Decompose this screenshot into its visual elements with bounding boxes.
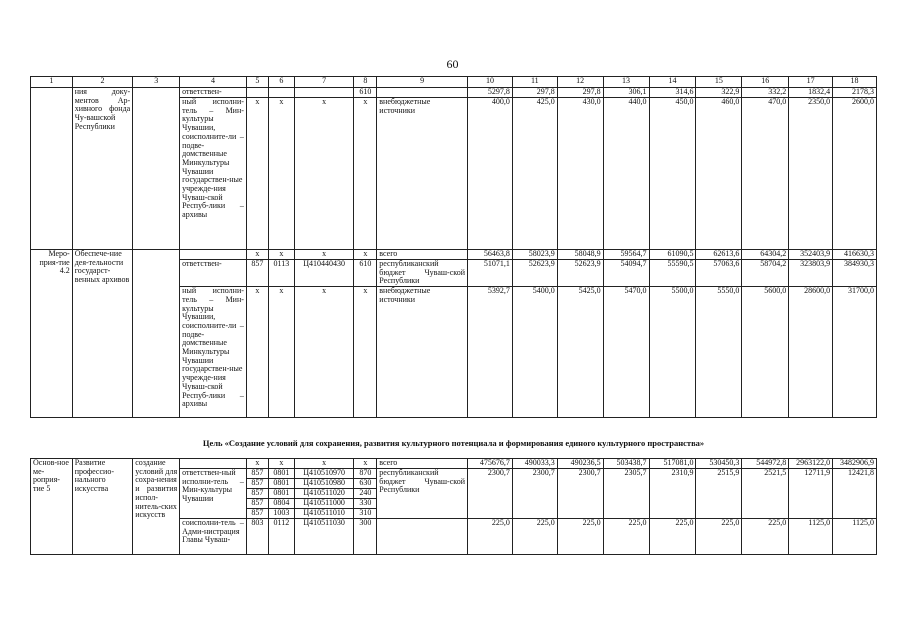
value-cell: 2521,5: [742, 469, 789, 519]
value-cell: 5470,0: [603, 287, 649, 418]
cell-responsible: ответствен-: [180, 88, 247, 98]
value-cell: 52623,9: [557, 260, 603, 287]
value-cell: 225,0: [742, 519, 789, 555]
cell-code: 330: [354, 499, 377, 509]
value-cell: 225,0: [696, 519, 742, 555]
cell-source: всего: [377, 459, 468, 469]
header-cell: 9: [377, 77, 468, 88]
value-cell: 400,0: [468, 98, 513, 250]
cell-code: Ц410510980: [294, 479, 353, 489]
cell-code: 857: [246, 469, 268, 479]
value-cell: 416630,3: [833, 250, 877, 260]
cell-code: Ц410511010: [294, 509, 353, 519]
value-cell: 2300,7: [557, 469, 603, 519]
cell-code: 0113: [268, 260, 294, 287]
cell-source: республиканский бюджет Чуваш-ской Республики: [377, 260, 468, 287]
cell-code: 310: [354, 509, 377, 519]
cell-code: 0801: [268, 469, 294, 479]
value-cell: 2310,9: [649, 469, 696, 519]
value-cell: 2963122,0: [789, 459, 833, 469]
header-cell: 4: [180, 77, 247, 88]
header-cell: 11: [512, 77, 557, 88]
value-cell: 2300,7: [468, 469, 513, 519]
cell-source: республиканский бюджет Чуваш-ской Республики: [377, 469, 468, 519]
cell-source: всего: [377, 250, 468, 260]
header-cell: 15: [696, 77, 742, 88]
value-cell: 2305,7: [603, 469, 649, 519]
value-cell: 503438,7: [603, 459, 649, 469]
value-cell: 64304,2: [742, 250, 789, 260]
header-row: [31, 77, 877, 88]
value-cell: 450,0: [649, 98, 696, 250]
cell-code: x: [354, 287, 377, 418]
cell-responsible: [180, 250, 247, 260]
value-cell: 297,8: [557, 88, 603, 98]
value-cell: 52623,9: [512, 260, 557, 287]
table-row: [31, 459, 877, 469]
value-cell: 31700,0: [833, 287, 877, 418]
cell-code: Ц410510970: [294, 469, 353, 479]
value-cell: 517081,0: [649, 459, 696, 469]
cell-code: x: [268, 250, 294, 260]
cell-goal: [133, 88, 180, 250]
cell-code: 803: [246, 519, 268, 555]
value-cell: 475676,7: [468, 459, 513, 469]
value-cell: 490033,3: [512, 459, 557, 469]
cell-code: 870: [354, 469, 377, 479]
value-cell: 1832,4: [789, 88, 833, 98]
cell-code: x: [268, 459, 294, 469]
value-cell: 5550,0: [696, 287, 742, 418]
cell-code: 857: [246, 260, 268, 287]
value-cell: 225,0: [649, 519, 696, 555]
cell-code: Ц410511020: [294, 489, 353, 499]
cell-code: x: [268, 98, 294, 250]
cell-responsible: ный исполни-тель – Мин-культуры Чувашии, соисполните-ли – подве-домственные Минкультуры Чувашии государствен-ные учрежде-ния Чуваш-ской Респуб-лики – архивы: [180, 287, 247, 418]
cell-code: x: [294, 459, 353, 469]
cell-code: 240: [354, 489, 377, 499]
cell-code: x: [354, 459, 377, 469]
value-cell: 2600,0: [833, 98, 877, 250]
header-cell: 13: [603, 77, 649, 88]
cell-code: x: [246, 459, 268, 469]
value-cell: 2300,7: [512, 469, 557, 519]
cell-goal: [133, 250, 180, 418]
cell-code: x: [294, 98, 353, 250]
value-cell: 5425,0: [557, 287, 603, 418]
cell-measure: [31, 88, 73, 250]
header-cell: 3: [133, 77, 180, 88]
header-cell: 10: [468, 77, 513, 88]
budget-table-lower: [30, 458, 877, 555]
cell-code: x: [268, 287, 294, 418]
table-row: [31, 88, 877, 98]
table-row: [31, 250, 877, 260]
cell-responsible: ответствен-: [180, 260, 247, 287]
cell-code: x: [354, 250, 377, 260]
header-cell: 8: [354, 77, 377, 88]
value-cell: 323803,9: [789, 260, 833, 287]
value-cell: 1125,0: [789, 519, 833, 555]
header-cell: 17: [789, 77, 833, 88]
value-cell: 530450,3: [696, 459, 742, 469]
cell-code: 1003: [268, 509, 294, 519]
value-cell: 314,6: [649, 88, 696, 98]
cell-code: Ц410511000: [294, 499, 353, 509]
cell-source: внебюджетные источники: [377, 98, 468, 250]
cell-code: 857: [246, 489, 268, 499]
value-cell: 58704,2: [742, 260, 789, 287]
cell-code: x: [354, 98, 377, 250]
value-cell: 490236,5: [557, 459, 603, 469]
cell-code: 610: [354, 88, 377, 98]
value-cell: 306,1: [603, 88, 649, 98]
value-cell: 12421,8: [833, 469, 877, 519]
value-cell: 225,0: [468, 519, 513, 555]
header-cell: 18: [833, 77, 877, 88]
value-cell: 5297,8: [468, 88, 513, 98]
header-cell: 12: [557, 77, 603, 88]
cell-code: 610: [354, 260, 377, 287]
cell-code: 857: [246, 479, 268, 489]
value-cell: 55590,5: [649, 260, 696, 287]
value-cell: 352403,9: [789, 250, 833, 260]
header-cell: 6: [268, 77, 294, 88]
value-cell: 5600,0: [742, 287, 789, 418]
cell-code: 0801: [268, 489, 294, 499]
cell-responsible: ный исполни-тель – Мин-культуры Чувашии, соисполните-ли – подве-домственные Минкультуры Чувашии государствен-ные учрежде-ния Чуваш-ской Респуб-лики – архивы: [180, 98, 247, 250]
cell-code: [246, 88, 268, 98]
value-cell: 430,0: [557, 98, 603, 250]
cell-measure: Основ-ное ме-роприя-тие 5: [31, 459, 73, 555]
header-cell: 1: [31, 77, 73, 88]
value-cell: 225,0: [512, 519, 557, 555]
value-cell: 425,0: [512, 98, 557, 250]
cell-source: внебюджетные источники: [377, 287, 468, 418]
header-cell: 16: [742, 77, 789, 88]
value-cell: 225,0: [603, 519, 649, 555]
value-cell: 2515,9: [696, 469, 742, 519]
cell-goal: создание условий для сохра-нения и развития испол-нитель-ских искусств: [133, 459, 180, 555]
cell-event-name: ния доку-ментов Ар-хивного фонда Чу-вашской Республики: [72, 88, 133, 250]
value-cell: 3482906,9: [833, 459, 877, 469]
cell-measure: Меро-прия-тие 4.2: [31, 250, 73, 418]
cell-code: x: [246, 250, 268, 260]
cell-source: [377, 519, 468, 555]
value-cell: 5500,0: [649, 287, 696, 418]
value-cell: 440,0: [603, 98, 649, 250]
cell-source: [377, 88, 468, 98]
value-cell: 332,2: [742, 88, 789, 98]
cell-code: 857: [246, 509, 268, 519]
value-cell: 5392,7: [468, 287, 513, 418]
value-cell: 5400,0: [512, 287, 557, 418]
value-cell: 322,9: [696, 88, 742, 98]
cell-code: 300: [354, 519, 377, 555]
value-cell: 2350,0: [789, 98, 833, 250]
value-cell: 297,8: [512, 88, 557, 98]
cell-code: x: [294, 287, 353, 418]
cell-code: 857: [246, 499, 268, 509]
cell-event-name: Обеспече-ние дея-тельности государст-венных архивов: [72, 250, 133, 418]
header-cell: 14: [649, 77, 696, 88]
page-number: 60: [446, 57, 459, 71]
cell-code: Ц410440430: [294, 260, 353, 287]
cell-code: x: [246, 287, 268, 418]
value-cell: 57063,6: [696, 260, 742, 287]
cell-responsible: ответствен-ный исполни-тель – Мин-культуры Чувашии: [180, 469, 247, 519]
cell-code: x: [246, 98, 268, 250]
value-cell: 544972,8: [742, 459, 789, 469]
value-cell: 59564,7: [603, 250, 649, 260]
cell-code: 0112: [268, 519, 294, 555]
header-cell: 2: [72, 77, 133, 88]
value-cell: 58023,9: [512, 250, 557, 260]
cell-code: [294, 88, 353, 98]
value-cell: 1125,0: [833, 519, 877, 555]
cell-code: x: [294, 250, 353, 260]
cell-responsible: соисполни-тель – Адми-нистрация Главы Чуваш-: [180, 519, 247, 555]
header-cell: 5: [246, 77, 268, 88]
goal-heading: Цель «Создание условий для сохранения, развития культурного потенциала и формирования единого культурного пространства»: [202, 438, 705, 448]
value-cell: 56463,8: [468, 250, 513, 260]
value-cell: 225,0: [557, 519, 603, 555]
cell-code: 0801: [268, 479, 294, 489]
value-cell: 51071,1: [468, 260, 513, 287]
value-cell: 58048,9: [557, 250, 603, 260]
value-cell: 470,0: [742, 98, 789, 250]
value-cell: 2178,3: [833, 88, 877, 98]
value-cell: 54094,7: [603, 260, 649, 287]
value-cell: 12711,9: [789, 469, 833, 519]
value-cell: 62613,6: [696, 250, 742, 260]
cell-responsible: [180, 459, 247, 469]
value-cell: 460,0: [696, 98, 742, 250]
value-cell: 384930,3: [833, 260, 877, 287]
cell-code: [268, 88, 294, 98]
value-cell: 28600,0: [789, 287, 833, 418]
cell-event-name: Развитие профессио-нального искусства: [72, 459, 133, 555]
cell-code: 630: [354, 479, 377, 489]
header-cell: 7: [294, 77, 353, 88]
value-cell: 61090,5: [649, 250, 696, 260]
budget-table-upper: [30, 76, 877, 418]
cell-code: Ц410511030: [294, 519, 353, 555]
cell-code: 0804: [268, 499, 294, 509]
